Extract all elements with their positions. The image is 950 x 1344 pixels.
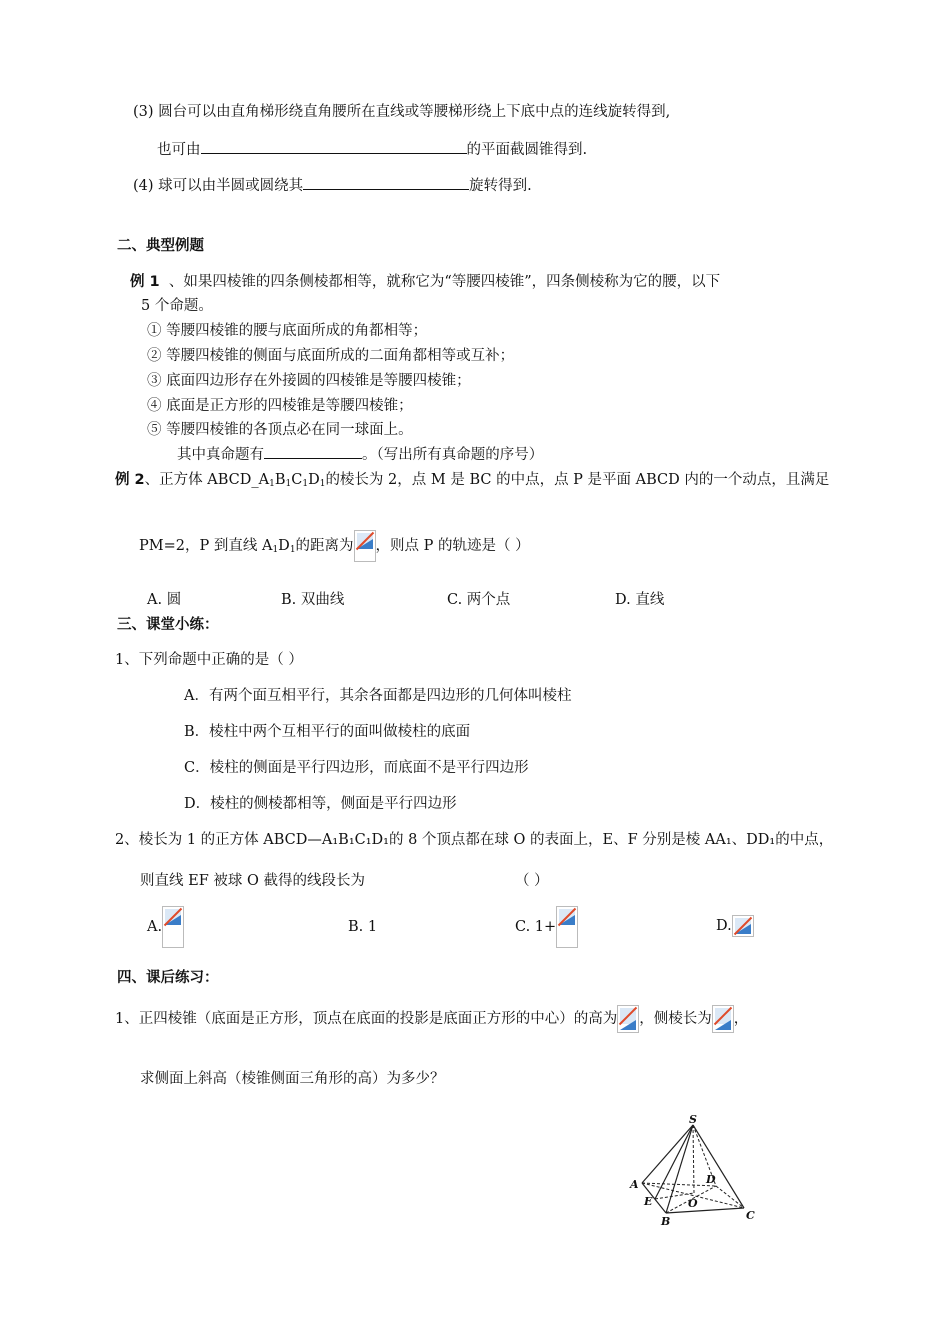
s3-q2-option-c-label: C. 1+: [515, 919, 557, 935]
ex2-option-c: C. 两个点: [447, 592, 511, 608]
s4-q1-b: ，侧棱长为: [639, 1011, 712, 1027]
item4-pre: (4) 球可以由半圆或圆绕其: [133, 178, 304, 194]
formula-image-icon: [354, 530, 376, 562]
label-b: B: [661, 1215, 671, 1225]
formula-image-icon: [556, 906, 578, 948]
label-e: E: [644, 1195, 653, 1208]
s3-q2-option-c: [515, 906, 578, 948]
label-o: O: [688, 1197, 698, 1210]
s3-q2-option-a-label: A.: [147, 919, 163, 935]
ex2-text-e: ，则点 P 的轨迹是（ ）: [375, 538, 530, 554]
label-d: D: [706, 1173, 716, 1186]
s3-q2-line2: 则直线 EF 被球 O 截得的线段长为: [140, 873, 365, 889]
item4-post: 旋转得到.: [469, 178, 532, 194]
formula-image-icon: [162, 906, 184, 948]
item3-line2: [157, 139, 587, 160]
label-s: S: [689, 1113, 697, 1126]
label-a: A: [630, 1178, 639, 1191]
ex2-option-d: D. 直线: [615, 592, 665, 608]
pyramid-figure: [628, 1113, 768, 1225]
s3-q1-option-c: C．棱柱的侧面是平行四边形，而底面不是平行四边形: [184, 760, 529, 776]
section-3-heading: 三、课堂小练：: [117, 617, 219, 633]
prop-3: ③ 底面四边形存在外接圆的四棱锥是等腰四棱锥；: [147, 373, 471, 389]
s4-q1-c: ，: [733, 1011, 749, 1027]
ex1-ask-post: 。（写出所有真命题的序号）: [362, 447, 544, 463]
ex2-option-b: B. 双曲线: [281, 592, 345, 608]
prop-1: ① 等腰四棱锥的腰与底面所成的角都相等；: [147, 323, 428, 339]
item3-blank[interactable]: [201, 139, 467, 154]
ex2-line2: PM=2，P 到直线 $A_1D_1$的距离为 ，则点 P 的轨迹是（ ）: [139, 530, 530, 562]
s4-q1-a: 1、正四棱锥（底面是正方形，顶点在底面的投影是底面正方形的中心）的高为: [115, 1011, 618, 1027]
ex2-text-d: 的距离为: [295, 538, 354, 554]
s3-q1-option-d: D．棱柱的侧棱都相等，侧面是平行四边形: [184, 796, 457, 812]
s3-q2-option-d: [716, 915, 754, 937]
ex2-text-a: 、正方体 ABCD_A: [144, 472, 270, 488]
formula-image-icon: [732, 915, 754, 937]
ex1-ask-pre: 其中真命题有: [177, 447, 264, 463]
item4-blank[interactable]: [303, 175, 469, 190]
ex1-answer-blank[interactable]: [264, 444, 362, 459]
s3-q1-option-a: A．有两个面互相平行，其余各面都是四边形的几何体叫棱柱: [184, 688, 572, 704]
ex1-line2: 5 个命题。: [141, 298, 213, 314]
ex1-label: 例 1: [130, 274, 160, 290]
s3-q1-option-b: B．棱柱中两个互相平行的面叫做棱柱的底面: [184, 724, 471, 740]
formula-image-icon: [617, 1005, 639, 1033]
section-4-heading: 四、课后练习：: [117, 970, 219, 986]
ex1-ask: [177, 444, 543, 465]
label-c: C: [746, 1209, 755, 1222]
s3-q1: 1、下列命题中正确的是（ ）: [115, 652, 303, 668]
s3-q2-option-b: B. 1: [348, 919, 378, 935]
s3-q2-option-a: [147, 906, 184, 948]
ex2-text-b: 的棱长为 2，点 M 是 BC 的中点，点 P 是平面 ABCD 内的一个动点，且满足: [325, 472, 830, 488]
ex1-text: 、如果四棱锥的四条侧棱都相等，就称它为“等腰四棱锥”，四条侧棱称为它的腰，以下: [168, 274, 721, 290]
ex2-label: 例 2: [115, 472, 145, 488]
s3-q2-paren: （ ）: [515, 873, 549, 889]
ex2-text-c: PM=2，P 到直线 A: [139, 538, 273, 554]
section-2-heading: 二、典型例题: [117, 238, 204, 254]
s4-q1-line1: [115, 1005, 748, 1033]
item3-pre: 也可由: [157, 142, 201, 158]
prop-4: ④ 底面是正方形的四棱锥是等腰四棱锥；: [147, 398, 413, 414]
prop-2: ② 等腰四棱锥的侧面与底面所成的二面角都相等或互补；: [147, 348, 515, 364]
ex1-line1: [130, 272, 720, 292]
item4-line: [133, 175, 532, 196]
s3-q2-option-d-label: D.: [716, 918, 732, 934]
ex2-option-a: A. 圆: [147, 592, 182, 608]
prop-5: ⑤ 等腰四棱锥的各顶点必在同一球面上。: [147, 422, 413, 438]
s4-q1-line2: 求侧面上斜高（棱锥侧面三角形的高）为多少？: [140, 1071, 445, 1087]
item3-post: 的平面截圆锥得到.: [466, 142, 588, 158]
ex2-line1: 例 2、正方体 $ABCD\_A_1B_1C_1D_1$的棱长为 2，点 M 是 BC 的中点，点 P 是平面 ABCD 内的一个动点，且满足: [115, 472, 830, 489]
formula-image-icon: [712, 1005, 734, 1033]
item3-line1: (3) 圆台可以由直角梯形绕直角腰所在直线或等腰梯形绕上下底中点的连线旋转得到,: [133, 104, 671, 120]
s3-q2-line1: 2、棱长为 1 的正方体 ABCD—A₁B₁C₁D₁的 8 个顶点都在球 O 的表面上，E、F 分别是棱 AA₁、DD₁的中点，: [115, 832, 834, 848]
